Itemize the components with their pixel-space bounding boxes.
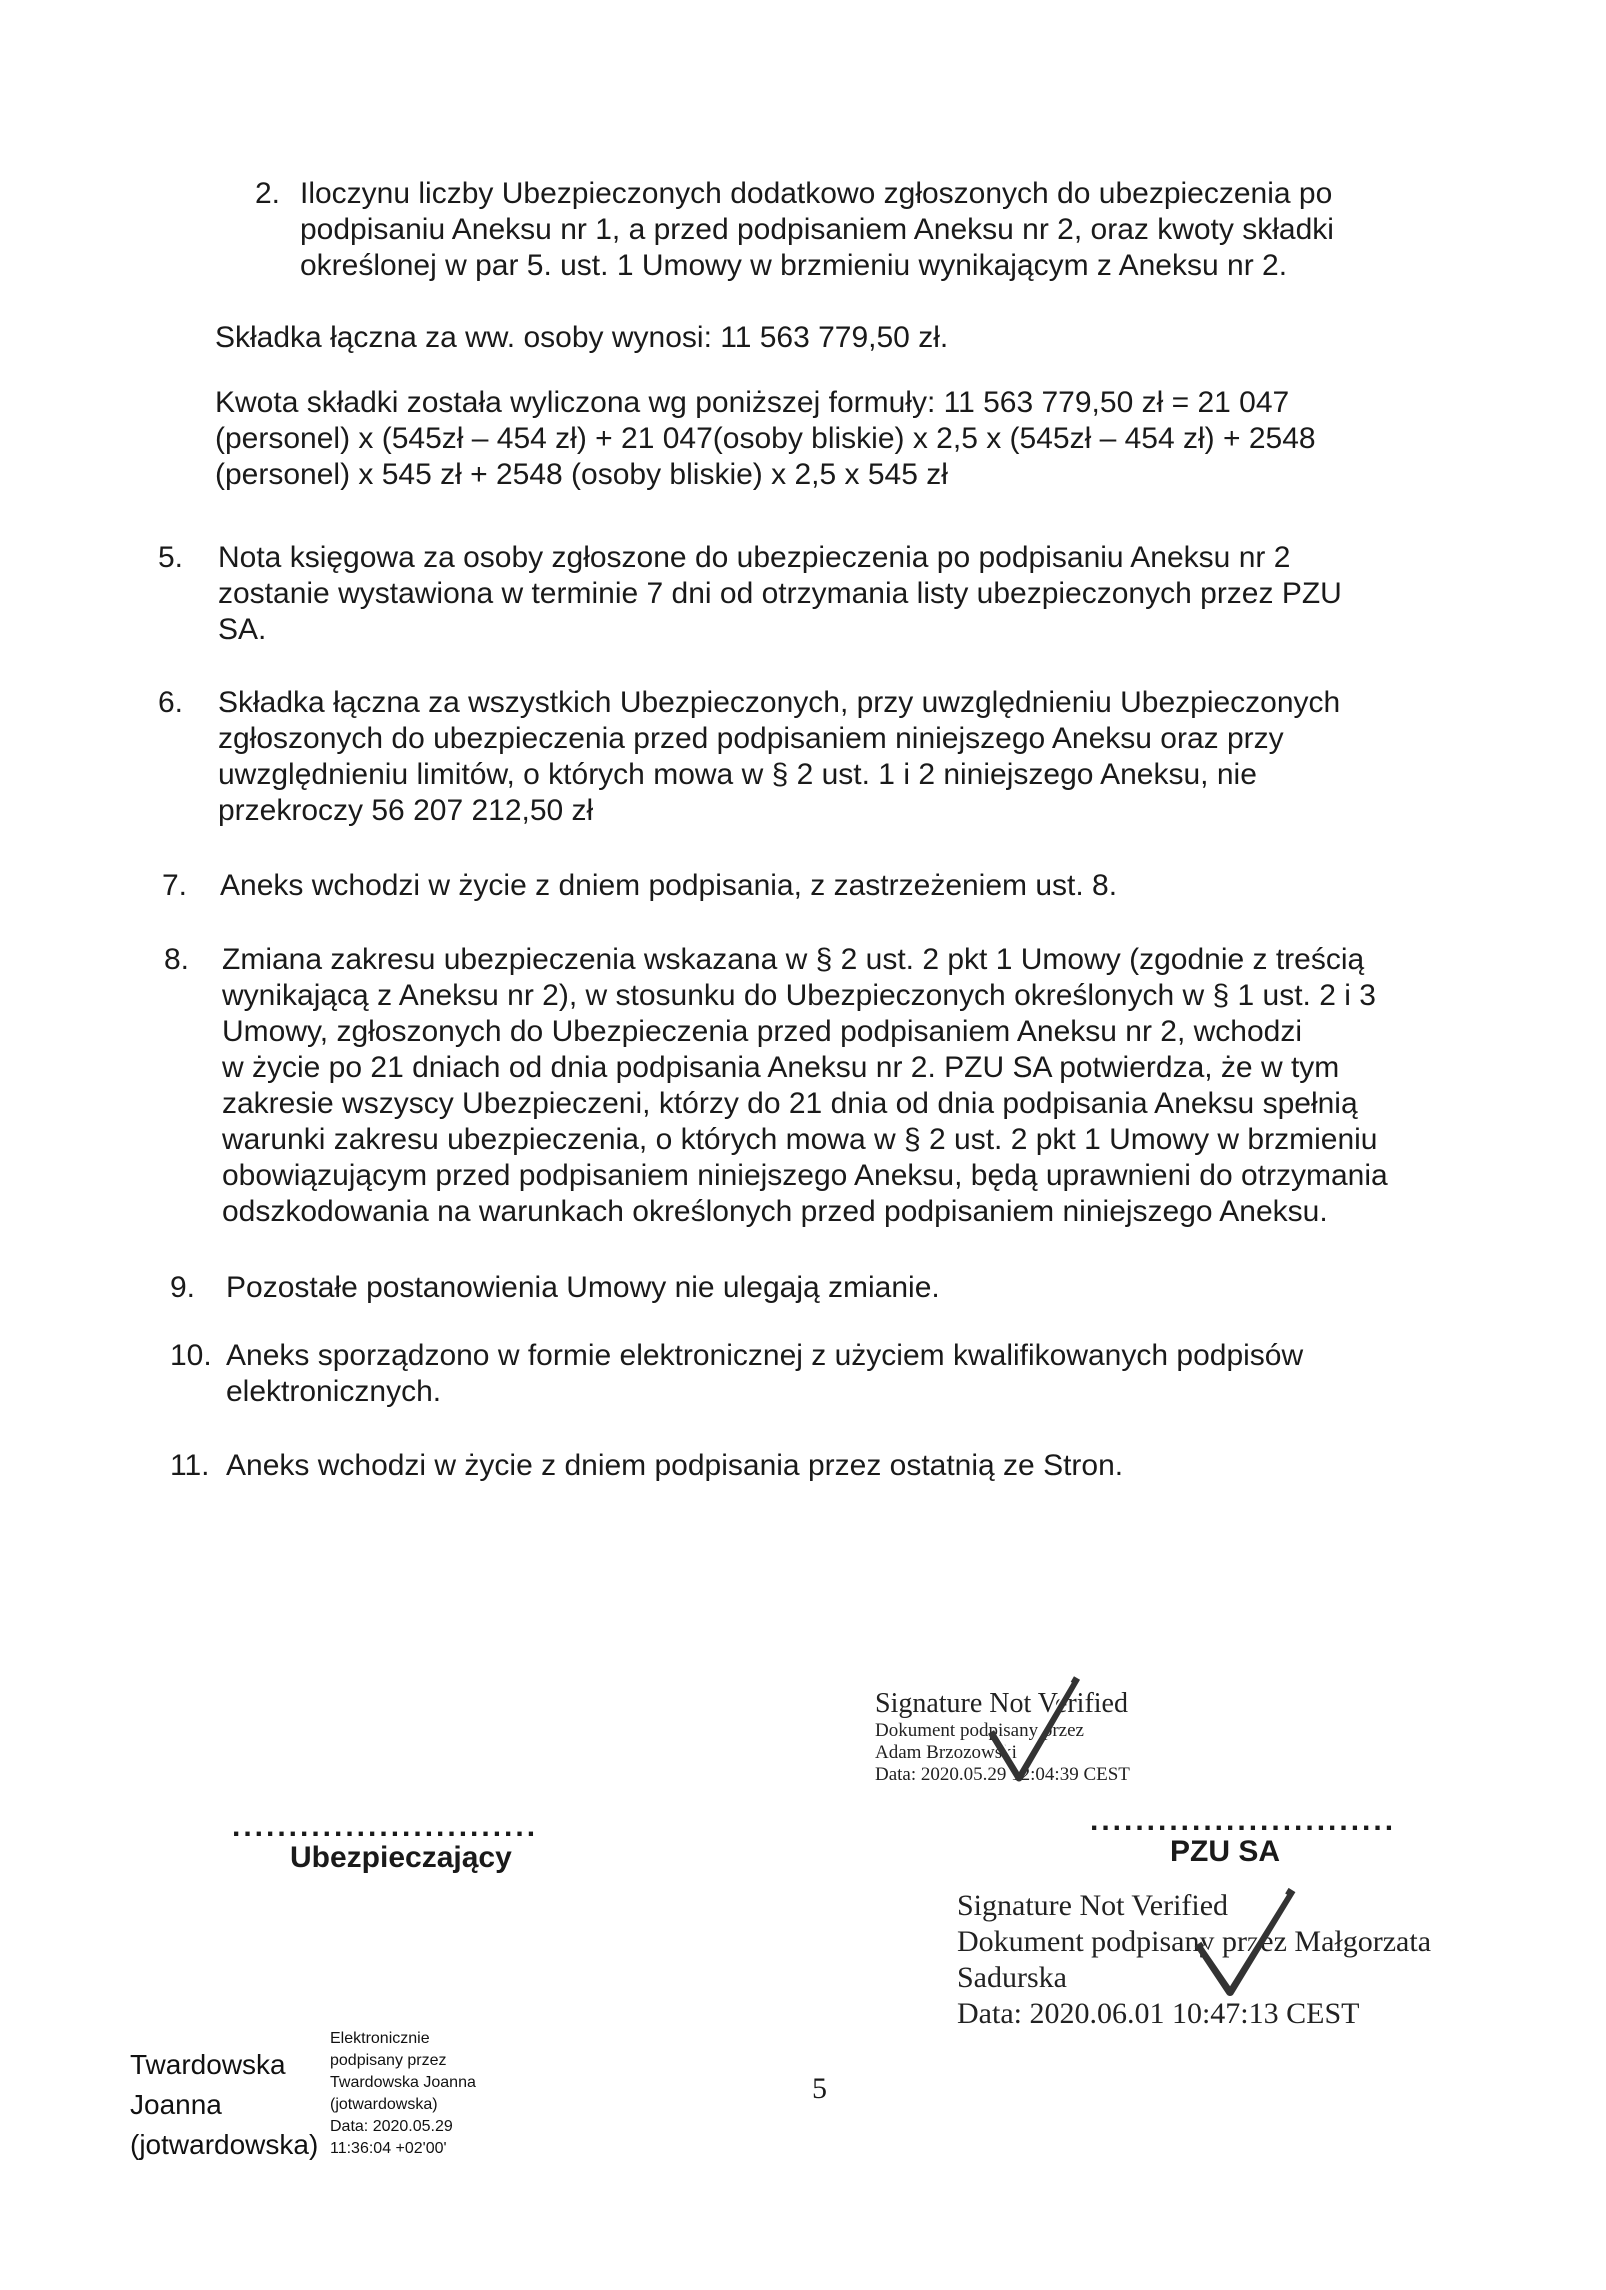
esig-info-line: Data: 2020.05.29 <box>330 2118 453 2135</box>
check-mark-icon <box>1190 1880 1300 2010</box>
signature-signer: Adam Brzozowski <box>875 1742 1017 1763</box>
item-number: 2. <box>255 177 281 210</box>
item-text <box>220 868 1450 904</box>
premium-total: Składka łączna za ww. osoby wynosi: 11 563 779,50 zł. <box>215 321 949 354</box>
item-number: 7. <box>162 869 188 902</box>
text-line: Nota księgowa za osoby zgłoszone do ubezpieczenia po podpisaniu Aneksu nr 2 <box>218 541 1291 574</box>
signature-line: Dokument podpisany przez <box>875 1720 1084 1741</box>
item-number: 11. <box>170 1449 210 1482</box>
item-text <box>226 1448 1456 1484</box>
text-line: zakresie wszyscy Ubezpieczeni, którzy do 21 dnia od dnia podpisania Aneksu spełnią <box>222 1087 1358 1120</box>
text-line: Aneks wchodzi w życie z dniem podpisania, z zastrzeżeniem ust. 8. <box>220 869 1118 902</box>
item-number: 6. <box>158 686 184 719</box>
item-number: 9. <box>170 1271 196 1304</box>
item-number: 10. <box>170 1339 212 1372</box>
text-line: zgłoszonych do ubezpieczenia przed podpisaniem niniejszego Aneksu oraz przy <box>218 722 1284 755</box>
party-insured: Ubezpieczający <box>290 1841 512 1874</box>
signature-status: Signature Not Verified <box>957 1889 1229 1922</box>
text-line: (personel) x 545 zł + 2548 (osoby bliskie) x 2,5 x 545 zł <box>215 458 948 491</box>
text-line: Iloczynu liczby Ubezpieczonych dodatkowo zgłoszonych do ubezpieczenia po <box>300 177 1333 210</box>
signature-date: Data: 2020.06.01 10:47:13 CEST <box>957 1997 1360 2030</box>
esig-signer-name <box>130 2045 318 2165</box>
formula-paragraph <box>215 385 1440 493</box>
text-line: uwzględnieniu limitów, o których mowa w § 2 ust. 1 i 2 niniejszego Aneksu, nie <box>218 758 1257 791</box>
signature-line-left: ........................... <box>232 1810 539 1843</box>
signature-line: Dokument podpisany przez Małgorzata <box>957 1925 1432 1958</box>
item-text <box>226 1338 1456 1410</box>
signature-date: Data: 2020.05.29 12:04:39 CEST <box>875 1764 1130 1785</box>
text-line: Zmiana zakresu ubezpieczenia wskazana w § 2 ust. 2 pkt 1 Umowy (zgodnie z treścią <box>222 943 1365 976</box>
text-line: Aneks sporządzono w formie elektronicznej z użyciem kwalifikowanych podpisów <box>226 1339 1304 1372</box>
esig-info-line: Twardowska Joanna <box>330 2074 476 2091</box>
text-line: w życie po 21 dniach od dnia podpisania Aneksu nr 2. PZU SA potwierdza, że w tym <box>222 1051 1340 1084</box>
text-line: odszkodowania na warunkach określonych przed podpisaniem niniejszego Aneksu. <box>222 1195 1328 1228</box>
signature-status: Signature Not Verified <box>875 1688 1128 1719</box>
item-number: 8. <box>164 943 190 976</box>
text-line: Umowy, zgłoszonych do Ubezpieczenia przed podpisaniem Aneksu nr 2, wchodzi <box>222 1015 1303 1048</box>
esig-info-line: Elektronicznie <box>330 2030 430 2047</box>
text-line: Aneks wchodzi w życie z dniem podpisania przez ostatnią ze Stron. <box>226 1449 1124 1482</box>
item-text <box>218 540 1448 648</box>
esig-name-line: (jotwardowska) <box>130 2129 319 2160</box>
esig-name-line: Joanna <box>130 2089 222 2120</box>
check-mark-icon <box>985 1670 1085 1800</box>
item-text <box>222 942 1459 1230</box>
text-line: Kwota składki została wyliczona wg poniższej formuły: 11 563 779,50 zł = 21 047 <box>215 386 1290 419</box>
text-line: podpisaniu Aneksu nr 1, a przed podpisaniem Aneksu nr 2, oraz kwoty składki <box>300 213 1334 246</box>
text-line: warunki zakresu ubezpieczenia, o których mowa w § 2 ust. 2 pkt 1 Umowy w brzmieniu <box>222 1123 1378 1156</box>
text-line: Składka łączna za wszystkich Ubezpieczonych, przy uwzględnieniu Ubezpieczonych <box>218 686 1341 719</box>
text-line: SA. <box>218 613 267 646</box>
esig-info-line: 11:36:04 +02'00' <box>330 2140 447 2157</box>
item-text <box>218 685 1448 829</box>
text-line: obowiązującym przed podpisaniem niniejszego Aneksu, będą uprawnieni do otrzymania <box>222 1159 1388 1192</box>
text-line: elektronicznych. <box>226 1375 442 1408</box>
signature-line-right: ........................... <box>1090 1804 1397 1837</box>
item-number: 5. <box>158 541 184 574</box>
esig-info-line: podpisany przez <box>330 2052 447 2069</box>
item-text <box>300 176 1460 284</box>
signature-signer: Sadurska <box>957 1961 1067 1994</box>
text-line: wynikającą z Aneksu nr 2), w stosunku do Ubezpieczonych określonych w § 1 ust. 2 i 3 <box>222 979 1376 1012</box>
esig-name-line: Twardowska <box>130 2049 286 2080</box>
party-insurer: PZU SA <box>1170 1835 1281 1868</box>
page-number: 5 <box>812 2072 827 2105</box>
text-line: (personel) x (545zł – 454 zł) + 21 047(osoby bliskie) x 2,5 x (545zł – 454 zł) + 2548 <box>215 422 1316 455</box>
item-text <box>226 1270 1456 1306</box>
text-line: określonej w par 5. ust. 1 Umowy w brzmieniu wynikającym z Aneksu nr 2. <box>300 249 1288 282</box>
esig-details <box>330 2028 476 2160</box>
text-line: Pozostałe postanowienia Umowy nie ulegają zmianie. <box>226 1271 940 1304</box>
esig-info-line: (jotwardowska) <box>330 2096 438 2113</box>
text-line: przekroczy 56 207 212,50 zł <box>218 794 594 827</box>
text-line: zostanie wystawiona w terminie 7 dni od otrzymania listy ubezpieczonych przez PZU <box>218 577 1342 610</box>
